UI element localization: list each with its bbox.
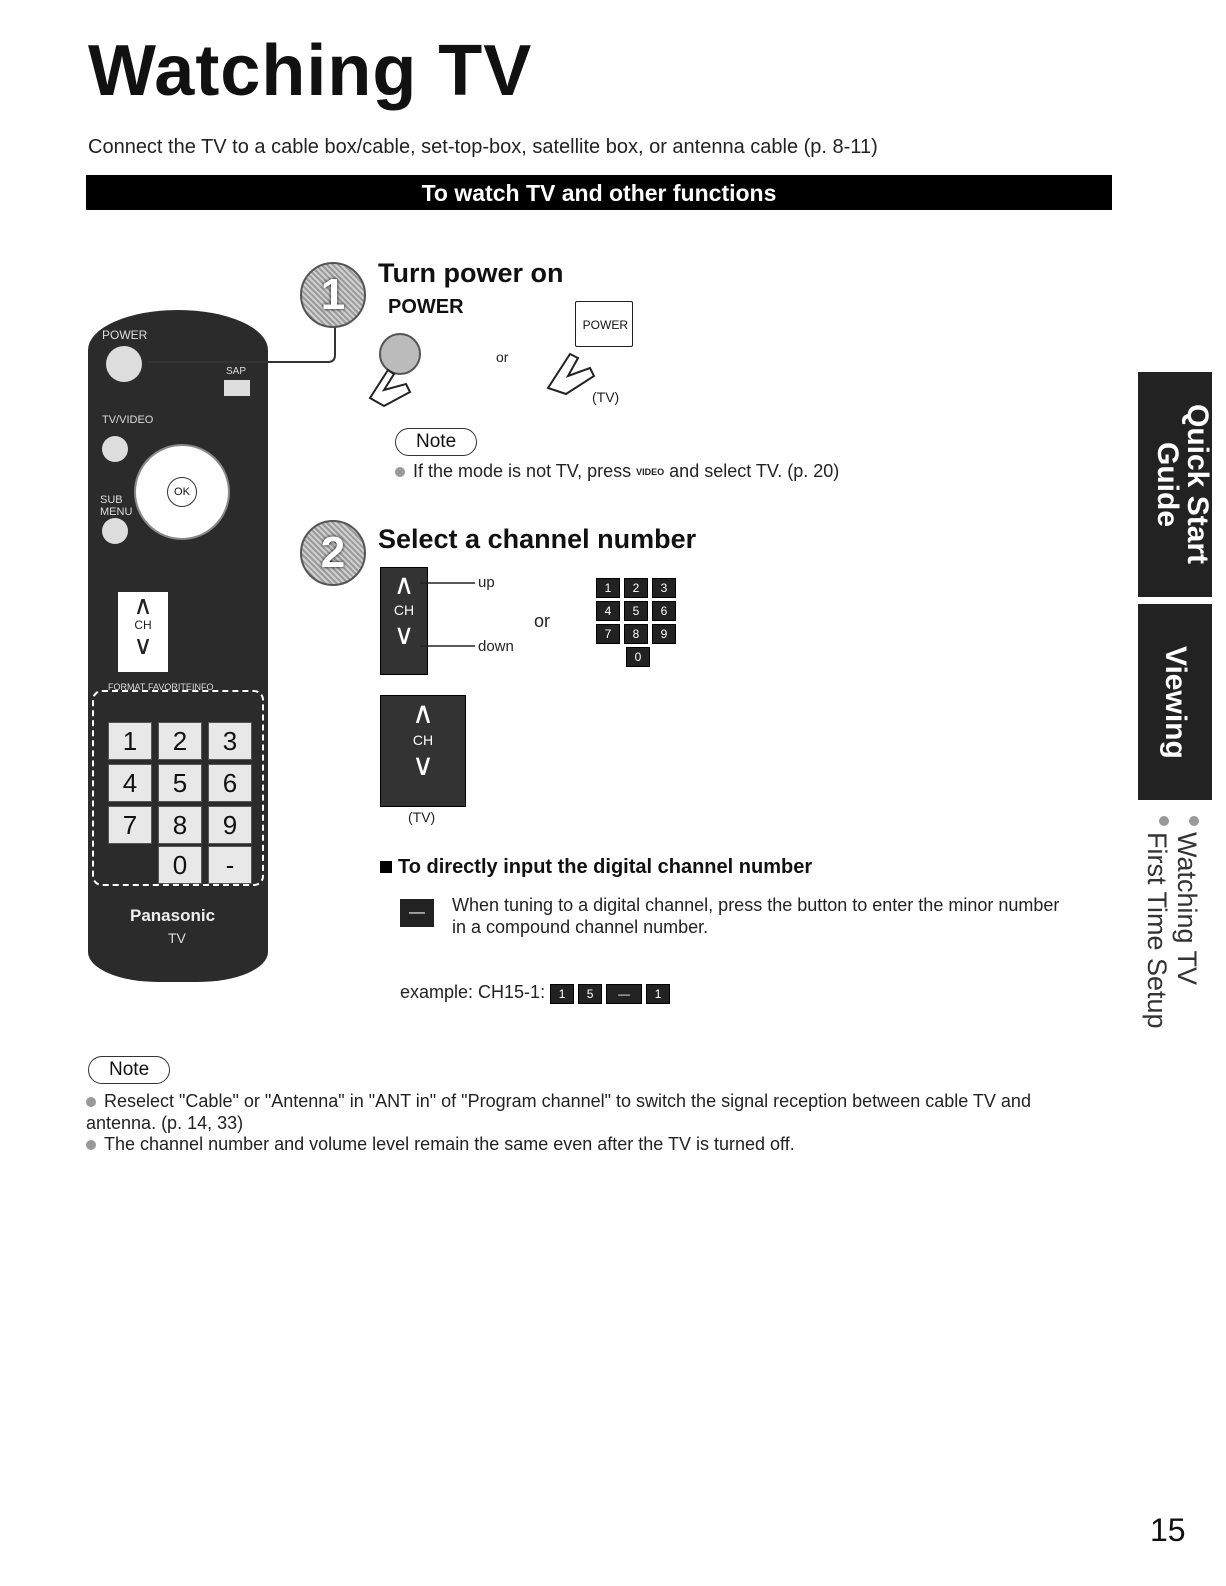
page-number: 15 — [1150, 1512, 1186, 1548]
power-label: POWER — [388, 296, 464, 318]
bullet-icon — [86, 1140, 96, 1150]
remote-key-5[interactable]: 5 — [158, 764, 202, 802]
remote-key-2[interactable]: 2 — [158, 722, 202, 760]
tab-viewing[interactable]: Viewing — [1138, 604, 1212, 800]
digit-key-3: 3 — [652, 578, 676, 598]
step-2-circle: 2 — [300, 520, 366, 586]
example-key-5: 5 — [578, 984, 602, 1004]
remote-control — [88, 310, 268, 982]
side-links — [1142, 816, 1202, 1036]
step-2-or-text: or — [534, 611, 551, 631]
remote-key-4[interactable]: 4 — [108, 764, 152, 802]
example-label: example: CH15-1: — [400, 982, 546, 1002]
tv-ch-down-icon: ∨ — [412, 749, 434, 782]
digit-keypad-illustration — [596, 578, 686, 667]
direct-input-text: When tuning to a digital channel, press the button to enter the minor number in a compound channel number. — [452, 895, 1060, 937]
page-title: Watching TV — [88, 31, 533, 111]
tv-ch-up-icon: ∧ — [412, 697, 434, 730]
bottom-note-item-2: The channel number and volume level remain the same even after the TV is turned off. — [86, 1133, 1096, 1155]
tab-quick-start-guide[interactable]: Quick Start Guide — [1138, 372, 1212, 597]
digit-key-4: 4 — [596, 601, 620, 621]
remote-sap-button[interactable] — [224, 380, 250, 396]
remote-key-1[interactable]: 1 — [108, 722, 152, 760]
remote-key-9[interactable]: 9 — [208, 806, 252, 844]
remote-key-dash[interactable]: - — [208, 846, 252, 884]
digit-key-7: 7 — [596, 624, 620, 644]
step-1-note-text: If the mode is not TV, press VIDEO and select TV. (p. 20) — [395, 460, 839, 483]
remote-sub-menu-label: SUB MENU — [100, 494, 133, 518]
bullet-icon — [1159, 816, 1169, 826]
remote-key-8[interactable]: 8 — [158, 806, 202, 844]
remote-key-7[interactable]: 7 — [108, 806, 152, 844]
bullet-icon — [86, 1097, 96, 1107]
remote-info-label: INFO — [192, 682, 214, 692]
bullet-icon — [395, 467, 405, 477]
remote-key-0[interactable]: 0 — [158, 846, 202, 884]
example-line — [400, 981, 674, 1004]
step-2-tv-label: (TV) — [408, 809, 436, 825]
remote-sub-menu-button[interactable] — [102, 518, 128, 544]
remote-ch-up-icon: ∧ — [133, 590, 153, 620]
step-1-heading: Turn power on — [378, 258, 564, 288]
example-key-1b: 1 — [646, 984, 670, 1004]
ch-up-icon: ∧ — [393, 569, 415, 600]
example-key-1: 1 — [550, 984, 574, 1004]
direct-input-heading: To directly input the digital channel number — [380, 856, 812, 879]
down-label: down — [478, 638, 514, 655]
dash-key-icon: — — [400, 899, 434, 927]
digit-key-5: 5 — [624, 601, 648, 621]
remote-tv-video-button[interactable] — [102, 436, 128, 462]
digit-key-8: 8 — [624, 624, 648, 644]
step-1-note-label: Note — [395, 428, 477, 456]
tv-power-button[interactable]: POWER — [575, 301, 633, 347]
section-banner: To watch TV and other functions — [86, 175, 1112, 210]
remote-favorite-label: FAVORITE — [148, 682, 192, 692]
video-button-icon: VIDEO — [636, 467, 665, 478]
or-text: or — [496, 349, 509, 365]
step-1-circle: 1 — [300, 262, 366, 328]
digit-key-2: 2 — [624, 578, 648, 598]
bullet-icon — [1189, 816, 1199, 826]
tv-ch-rocker-illustration — [380, 695, 466, 807]
remote-format-label: FORMAT — [108, 682, 146, 692]
up-down-pointer-lines — [420, 580, 480, 650]
hand-pressing-icon — [360, 328, 430, 408]
ch-rocker-label: CH — [393, 602, 415, 618]
step-2-heading: Select a channel number — [378, 524, 697, 554]
tv-label: (TV) — [592, 389, 620, 405]
side-link-watching-tv[interactable]: Watching TV — [1172, 816, 1202, 1036]
remote-sap-label: SAP — [226, 366, 247, 377]
digit-key-6: 6 — [652, 601, 676, 621]
remote-dpad[interactable] — [134, 444, 230, 540]
side-link-first-time-setup[interactable]: First Time Setup — [1142, 816, 1172, 1036]
ch-down-icon: ∨ — [393, 619, 415, 650]
bottom-note-item-1: Reselect "Cable" or "Antenna" in "ANT in" of "Program channel" to switch the signal reception between cable TV and antenna. (p. 14, 33) — [86, 1091, 1031, 1133]
remote-key-6[interactable]: 6 — [208, 764, 252, 802]
example-key-dash: — — [606, 984, 642, 1004]
bottom-note-label: Note — [88, 1056, 170, 1084]
remote-tv-label: TV — [168, 930, 186, 946]
remote-power-label: POWER — [102, 328, 148, 342]
remote-tv-video-label: TV/VIDEO — [102, 414, 154, 426]
tv-ch-label: CH — [412, 732, 434, 748]
intro-text: Connect the TV to a cable box/cable, set-top-box, satellite box, or antenna cable (p. 8-11) — [88, 136, 878, 158]
remote-ok-button[interactable]: OK — [167, 477, 197, 507]
remote-ch-rocker[interactable] — [118, 592, 168, 672]
remote-brand: Panasonic — [130, 906, 216, 925]
remote-ch-label: CH — [134, 618, 152, 632]
digit-key-0: 0 — [626, 647, 650, 667]
remote-key-3[interactable]: 3 — [208, 722, 252, 760]
up-label: up — [478, 574, 495, 591]
square-bullet-icon — [380, 861, 392, 873]
remote-ch-down-icon: ∨ — [133, 630, 153, 660]
digit-key-1: 1 — [596, 578, 620, 598]
digit-key-9: 9 — [652, 624, 676, 644]
